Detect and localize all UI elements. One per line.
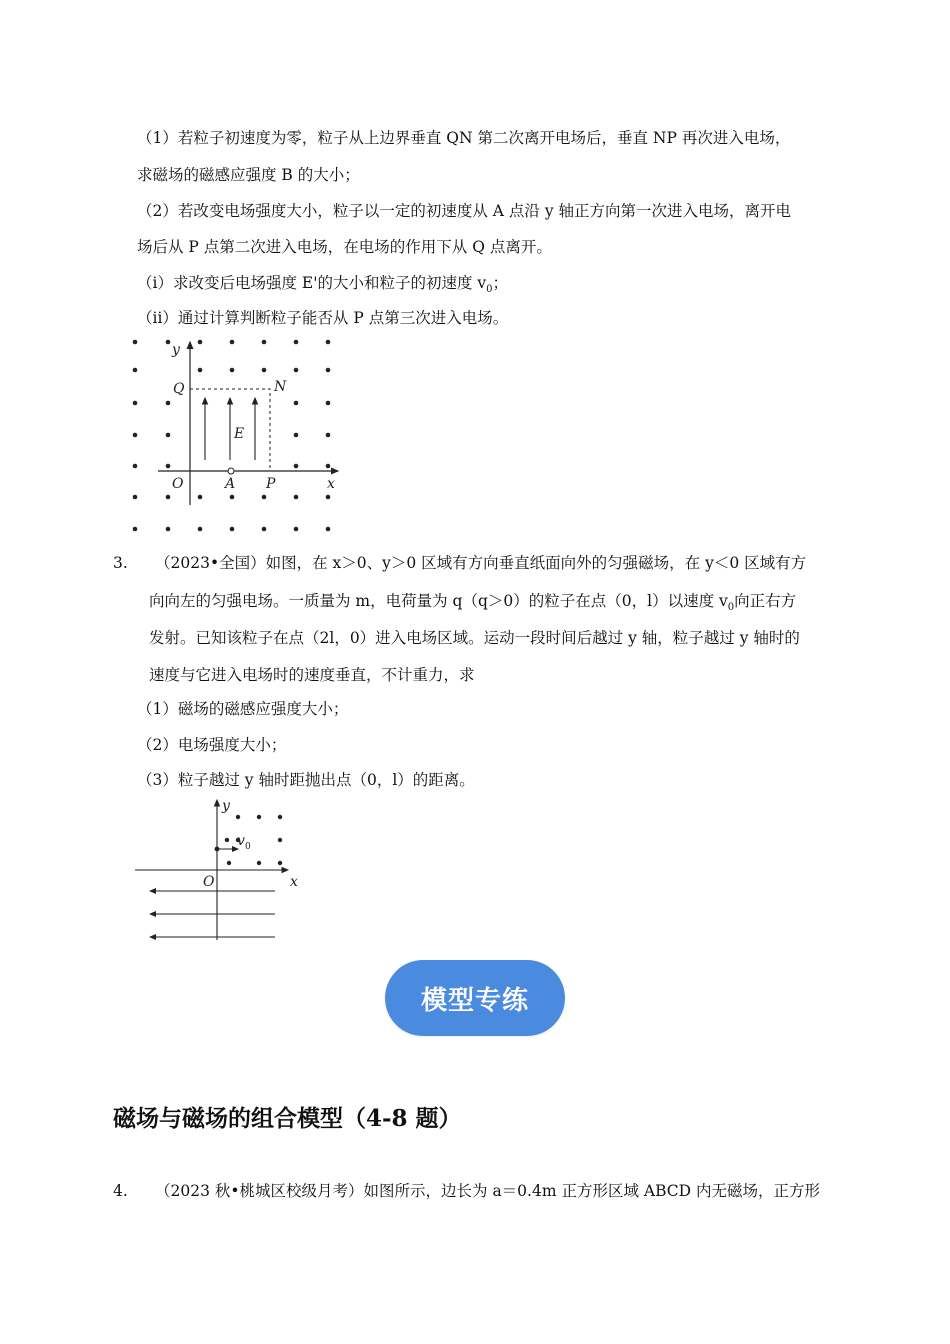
text-line [137, 272, 508, 301]
section-heading: 磁场与磁场的组合模型（4-8 题） [113, 1105, 462, 1132]
model-practice-button[interactable]: 模型专练 [385, 960, 565, 1036]
text-line: （2）若改变电场强度大小，粒子以一定的初速度从 A 点沿 y 轴正方向第一次进入电场，离开电 [137, 202, 792, 220]
label-e: E [234, 426, 245, 442]
label-y: y [172, 342, 180, 358]
label-o: O [172, 476, 184, 492]
text-line: 求磁场的磁感应强度 B 的大小； [137, 166, 360, 184]
label-q: Q [173, 381, 185, 397]
label-o: O [203, 874, 215, 890]
text-line: （1）若粒子初速度为零，粒子从上边界垂直 QN 第二次离开电场后，垂直 NP 再次进入电场， [137, 129, 791, 147]
text-span: ； [492, 274, 509, 292]
label-x: x [327, 476, 335, 492]
magnetic-field-dots [133, 340, 331, 532]
text-line: 场后从 P 点第二次进入电场，在电场的作用下从 Q 点离开。 [137, 238, 552, 256]
label-a: A [225, 476, 236, 492]
subscript: 0 [486, 284, 493, 296]
label-v: v [237, 833, 245, 849]
problem-number: 4. [113, 1182, 128, 1200]
text-line: 速度与它进入电场时的速度垂直，不计重力，求 [149, 666, 475, 684]
label-p: P [266, 476, 276, 492]
label-v-sub: 0 [245, 842, 251, 852]
text-span: 向向左的匀强电场。一质量为 m，电荷量为 q（q＞0）的粒子在点（0，l）以速度 v [149, 592, 728, 610]
subscript: 0 [727, 602, 735, 614]
label-y: y [222, 798, 230, 814]
label-x: x [290, 874, 298, 890]
text-span: （i）求改变后电场强度 E'的大小和粒子的初速度 v [137, 274, 487, 292]
text-line: （3）粒子越过 y 轴时距抛出点（0，l）的距离。 [137, 771, 475, 789]
problem-number: 3. [113, 554, 128, 572]
text-line: （ⅱ）通过计算判断粒子能否从 P 点第三次进入电场。 [137, 309, 509, 327]
text-line: 发射。已知该粒子在点（2l，0）进入电场区域。运动一段时间后越过 y 轴，粒子越过 y 轴时的 [149, 629, 800, 647]
text-line: （2023 秋•桃城区校级月考）如图所示，边长为 a＝0.4m 正方形区域 ABCD 内无磁场，正方形 [155, 1182, 820, 1200]
label-n: N [274, 379, 287, 395]
text-line: （1）磁场的磁感应强度大小； [137, 700, 349, 718]
figure-field-diagram [120, 335, 350, 545]
text-span: 向正右方 [734, 592, 797, 610]
text-line [149, 590, 796, 619]
figure-field-diagram-2 [130, 795, 310, 945]
text-line: （2）电场强度大小； [137, 736, 287, 754]
magnetic-field-dots-2 [215, 815, 283, 865]
text-line: （2023•全国）如图，在 x＞0、y＞0 区域有方向垂直纸面向外的匀强磁场，在 y＜0 区域有方 [155, 554, 807, 572]
